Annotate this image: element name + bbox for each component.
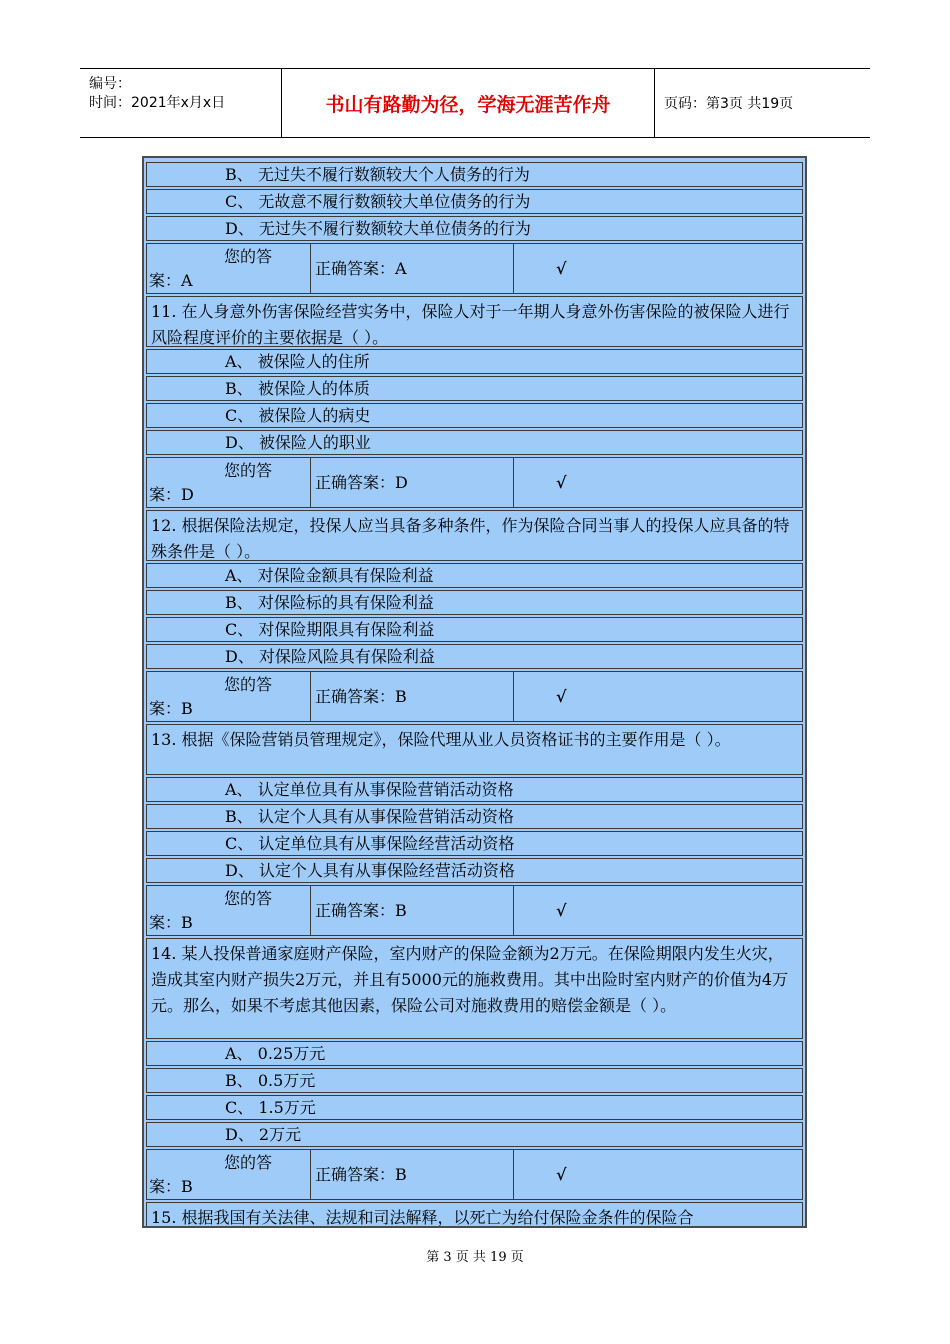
check-mark-icon: √ [556, 473, 567, 492]
check-mark-icon: √ [556, 901, 567, 920]
option-row: A、 对保险金额具有保险利益 [146, 563, 803, 588]
your-answer-cell: 您的答 案：B [147, 1150, 311, 1199]
page-header [80, 68, 870, 138]
your-answer-cell: 您的答 案：D [147, 458, 311, 507]
question-stem: 12. 根据保险法规定，投保人应当具备多种条件，作为保险合同当事人的投保人应具备的特殊条件是（ ）。 [146, 510, 803, 561]
question-table [142, 156, 807, 1228]
option-row: D、 对保险风险具有保险利益 [146, 644, 803, 669]
check-mark-icon: √ [556, 259, 567, 278]
check-mark-icon: √ [556, 687, 567, 706]
option-row: C、 1.5万元 [146, 1095, 803, 1120]
your-answer-cell: 您的答 案：B [147, 886, 311, 935]
date-label: 时间：2021年x月x日 [89, 95, 226, 111]
correct-answer-cell: 正确答案：B [311, 886, 514, 935]
option-row: B、 认定个人具有从事保险营销活动资格 [146, 804, 803, 829]
option-row: A、 0.25万元 [146, 1041, 803, 1066]
option-row: D、 2万元 [146, 1122, 803, 1147]
option-row: A、 被保险人的住所 [146, 349, 803, 374]
number-label: 编号： [89, 76, 131, 92]
option-row: D、 认定个人具有从事保险经营活动资格 [146, 858, 803, 883]
answer-row [146, 243, 803, 294]
correct-answer-cell: 正确答案：B [311, 1150, 514, 1199]
option-row: C、 认定单位具有从事保险经营活动资格 [146, 831, 803, 856]
header-motto: 书山有路勤为径，学海无涯苦作舟 [282, 69, 655, 137]
option-row: C、 无故意不履行数额较大单位债务的行为 [146, 189, 803, 214]
option-row: C、 对保险期限具有保险利益 [146, 617, 803, 642]
question-stem: 13. 根据《保险营销员管理规定》，保险代理从业人员资格证书的主要作用是（ ）。 [146, 724, 803, 775]
option-row: D、 被保险人的职业 [146, 430, 803, 455]
option-row: B、 被保险人的体质 [146, 376, 803, 401]
option-row: B、 0.5万元 [146, 1068, 803, 1093]
header-meta [80, 69, 282, 137]
answer-row [146, 885, 803, 936]
your-answer-cell: 您的答 案：B [147, 672, 311, 721]
question-stem: 14. 某人投保普通家庭财产保险，室内财产的保险金额为2万元。在保险期限内发生火灾，造成其室内财产损失2万元，并且有5000元的施救费用。其中出险时室内财产的价值为4万元。那么，如果不考虑其他因素，保险公司对施救费用的赔偿金额是（ ）。 [146, 938, 803, 1039]
answer-row [146, 1149, 803, 1200]
correct-answer-cell: 正确答案：A [311, 244, 514, 293]
question-stem: 15. 根据我国有关法律、法规和司法解释，以死亡为给付保险金条件的保险合 [146, 1202, 803, 1228]
option-row: B、 无过失不履行数额较大个人债务的行为 [146, 162, 803, 187]
option-row: B、 对保险标的具有保险利益 [146, 590, 803, 615]
option-row: A、 认定单位具有从事保险营销活动资格 [146, 777, 803, 802]
option-row: C、 被保险人的病史 [146, 403, 803, 428]
your-answer-cell: 您的答 案：A [147, 244, 311, 293]
correct-answer-cell: 正确答案：B [311, 672, 514, 721]
check-mark-icon: √ [556, 1165, 567, 1184]
page-footer: 第 3 页 共 19 页 [426, 1250, 524, 1265]
header-page-label: 页码：第3页 共19页 [664, 96, 794, 112]
answer-row [146, 671, 803, 722]
correct-answer-cell: 正确答案：D [311, 458, 514, 507]
option-row: D、 无过失不履行数额较大单位债务的行为 [146, 216, 803, 241]
question-stem: 11. 在人身意外伤害保险经营实务中，保险人对于一年期人身意外伤害保险的被保险人进行风险程度评价的主要依据是（ ）。 [146, 296, 803, 347]
answer-row [146, 457, 803, 508]
